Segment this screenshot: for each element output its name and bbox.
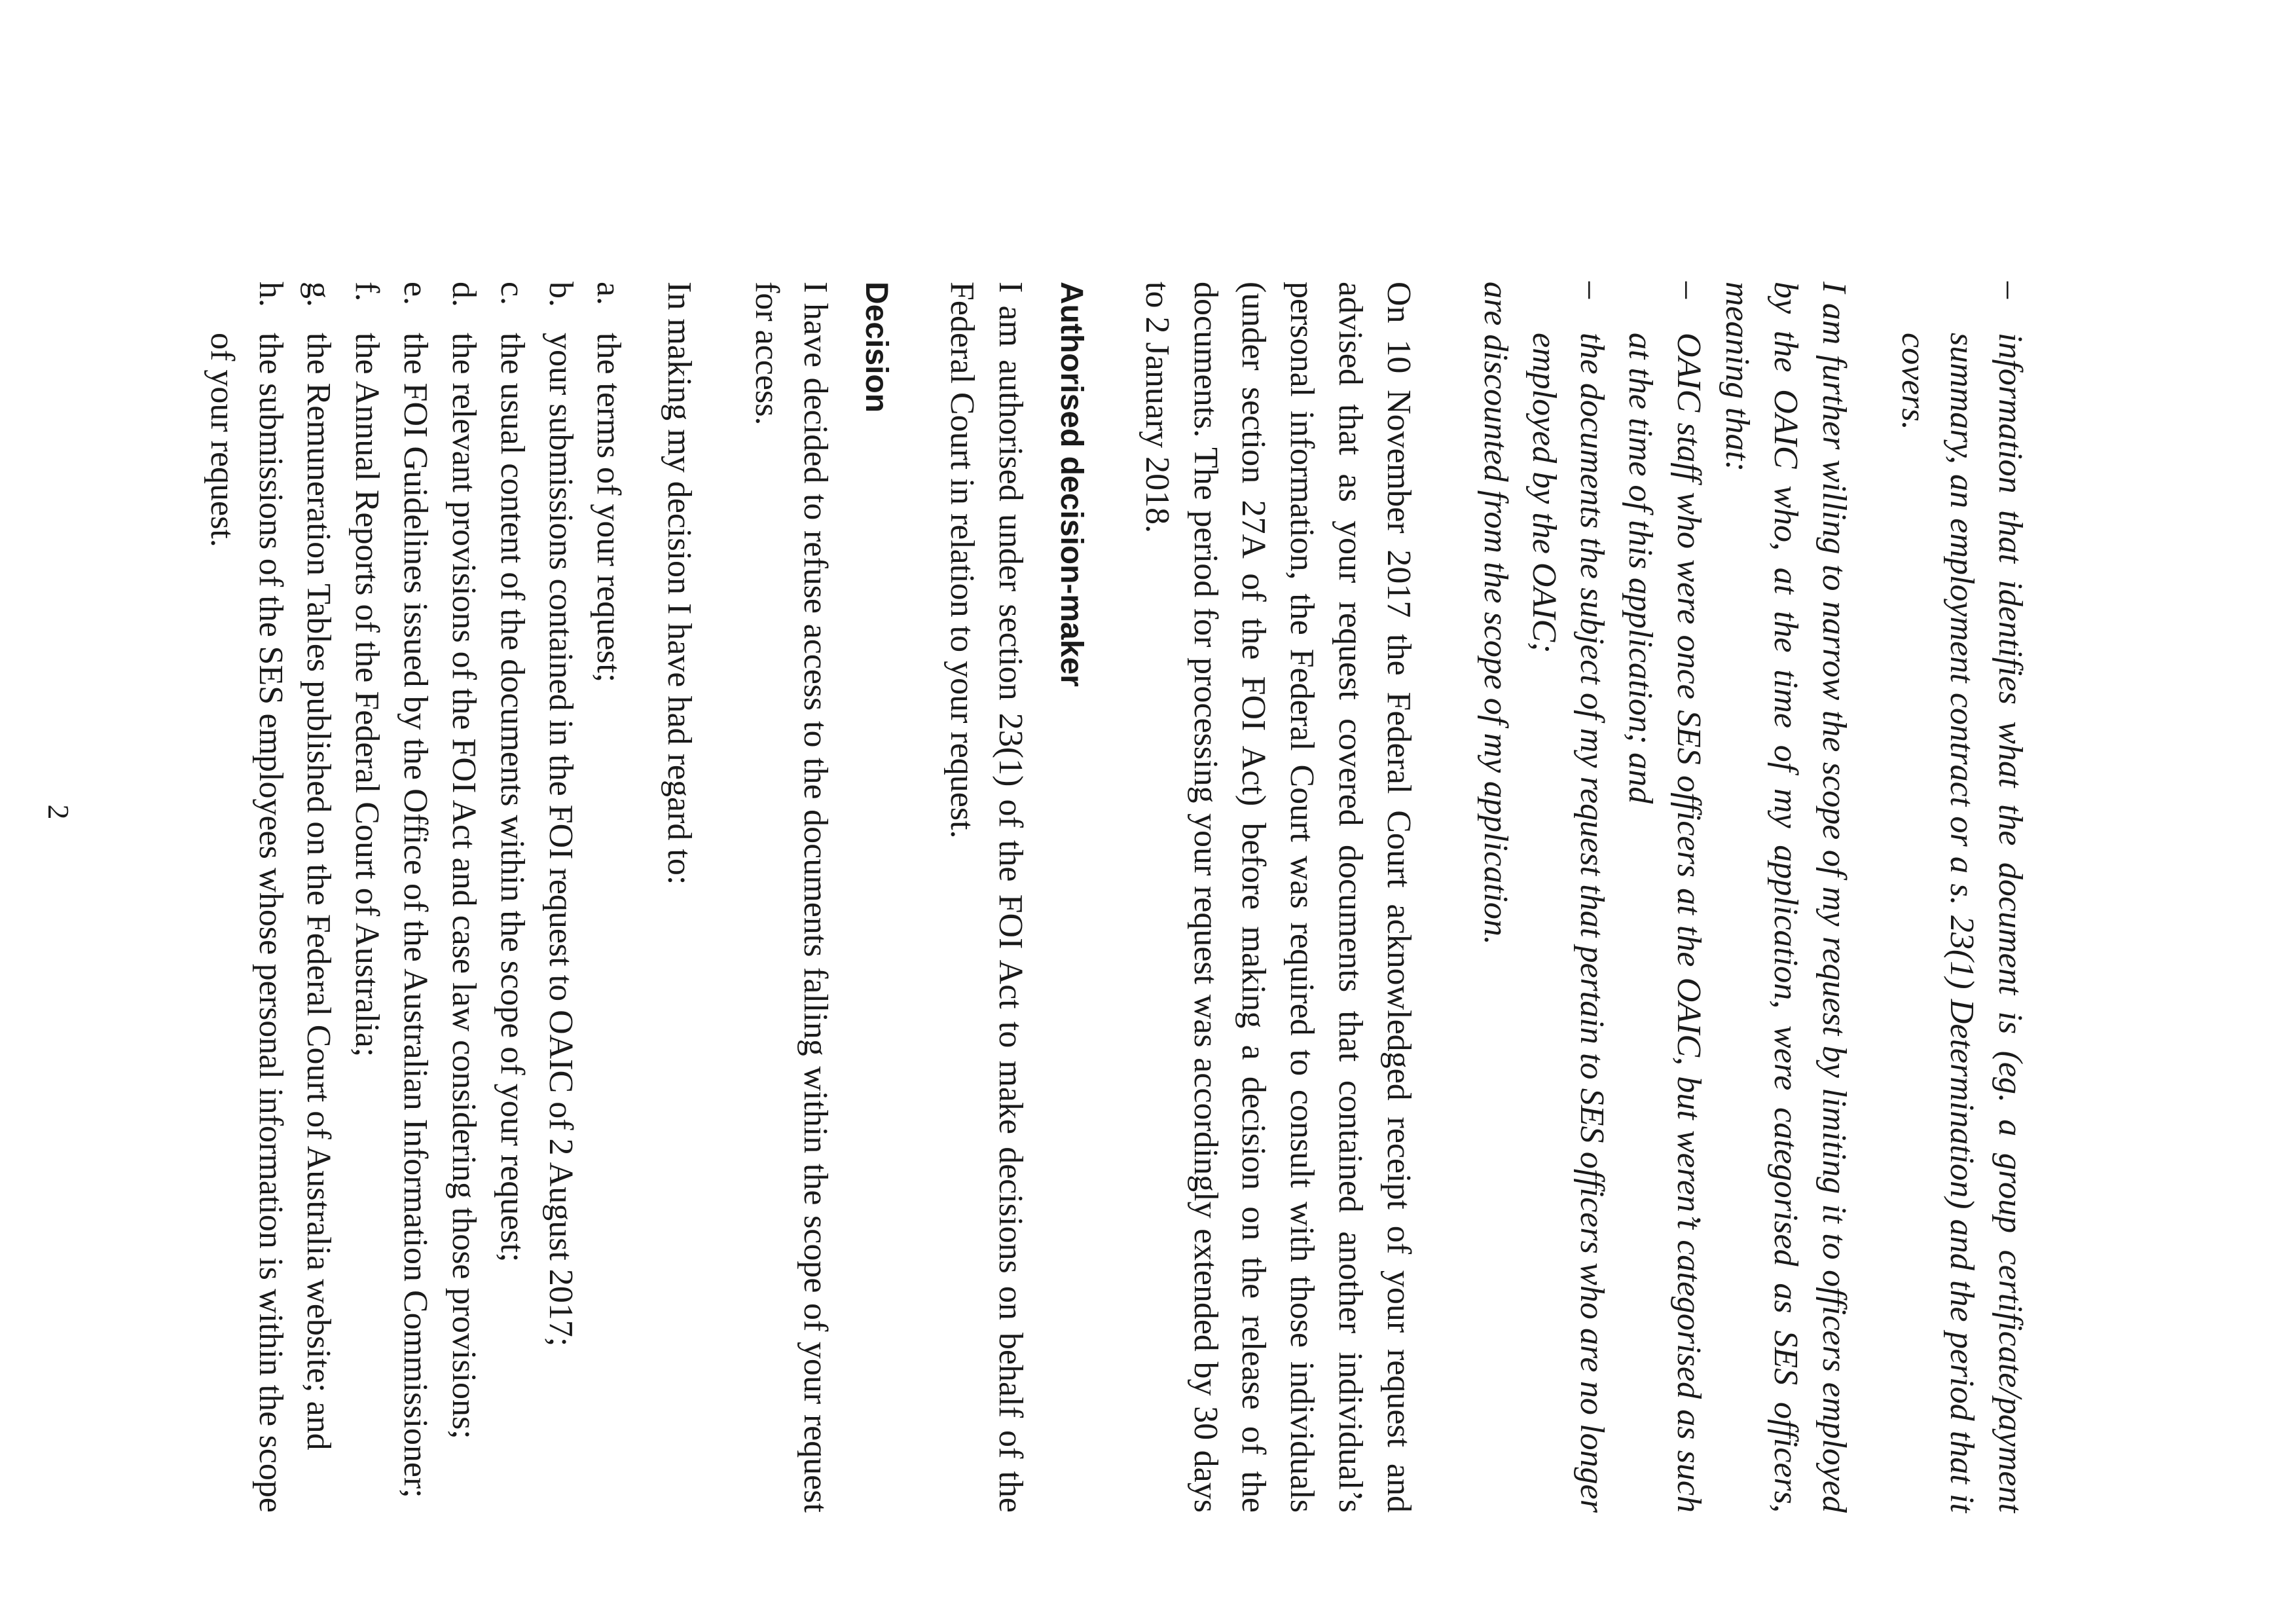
list-marker: g. [300,282,338,307]
regard-list-item [585,282,633,1513]
quoted-closing: are discounted from the scope of my application. [1476,282,1514,945]
list-marker: b. [541,282,579,307]
page-content [198,282,2034,1513]
authorised-paragraph: I am authorised under section 23(1) of the FOI Act to make decisions on behalf of the Federal Court in relation to your request. [943,282,1029,1513]
regard-item-text: the relevant provisions of the FOI Act and case law considering those provisions; [445,333,483,1439]
regard-list-item [343,282,392,1513]
regard-item-text: the Remuneration Tables published on the Federal Court of Australia website; and [300,333,338,1450]
list-marker: c. [493,282,531,306]
quoted-list-item-text: OAIC staff who were once SES officers at the OAIC, but weren’t categorised as such at the time of this application; and [1622,333,1708,1513]
decision-paragraph: I have decided to refuse access to the documents falling within the scope of your request for access. [748,282,834,1513]
regard-intro: In making my decision I have had regard to: [661,282,699,885]
heading-authorised-decision-maker: Authorised decision-maker [1053,282,1089,687]
list-marker: f. [348,282,386,302]
regard-item-text: your submissions contained in the FOI request to OAIC of 2 August 2017; [541,333,579,1347]
dash-bullet: – [1992,282,2029,299]
regard-item-text: the terms of your request; [590,333,628,683]
quoted-list-item [1616,282,1713,1513]
quoted-list-item [1889,282,2034,1513]
quoted-list-bottom [1520,282,1713,1513]
page-number: 2 [42,804,75,820]
list-marker: d. [445,282,483,307]
quoted-list-top [1889,282,2034,1513]
regard-item-text: the usual content of the documents within the scope of your request; [493,333,531,1263]
regard-item-text: the FOI Guidelines issued by the Office of the Australian Information Commissioner; [397,333,435,1498]
quoted-list-item [1520,282,1616,1513]
regard-list-item [536,282,585,1513]
heading-decision: Decision [859,282,894,413]
quoted-list-item-text: information that identifies what the document is (eg. a group certificate/payment summary, an employment contract or a s. 23(1) Determination) and the period that it covers. [1895,333,2029,1513]
list-marker: h. [251,282,289,307]
regard-list-item [488,282,536,1513]
regard-list-item [198,282,295,1513]
regard-item-text: the submissions of the SES employees whose personal information is within the scope of your request. [203,333,289,1513]
regard-list-item [391,282,439,1513]
list-marker: e. [397,282,435,306]
quoted-paragraph: I am further willing to narrow the scope of my request by limiting it to officers employed by the OAIC who, at the time of my application, were categorised as SES officers, meaning that: [1718,282,1853,1513]
regard-list-item [295,282,343,1513]
quoted-request-block [1471,282,2034,1513]
dash-bullet: – [1573,282,1611,299]
list-marker: a. [590,282,628,306]
intro-paragraph: On 10 November 2017 the Federal Court acknowledged receipt of your request and advised that as your request covered documents that contained another individual’s personal information, the Federal Court was required to consult with those individuals (under section 27A of the FOI Act) before making a decision on the release of the documents. The period for processing your request was accordingly extended by 30 days to 2 January 2018. [1138,282,1417,1513]
regard-list-item [439,282,488,1513]
quoted-list-item-text: the documents the subject of my request that pertain to SES officers who are no longer employed by the OAIC; [1525,333,1611,1513]
dash-bullet: – [1670,282,1708,299]
regard-item-text: the Annual Reports of the Federal Court of Australia; [348,333,386,1058]
regard-list [198,282,632,1513]
